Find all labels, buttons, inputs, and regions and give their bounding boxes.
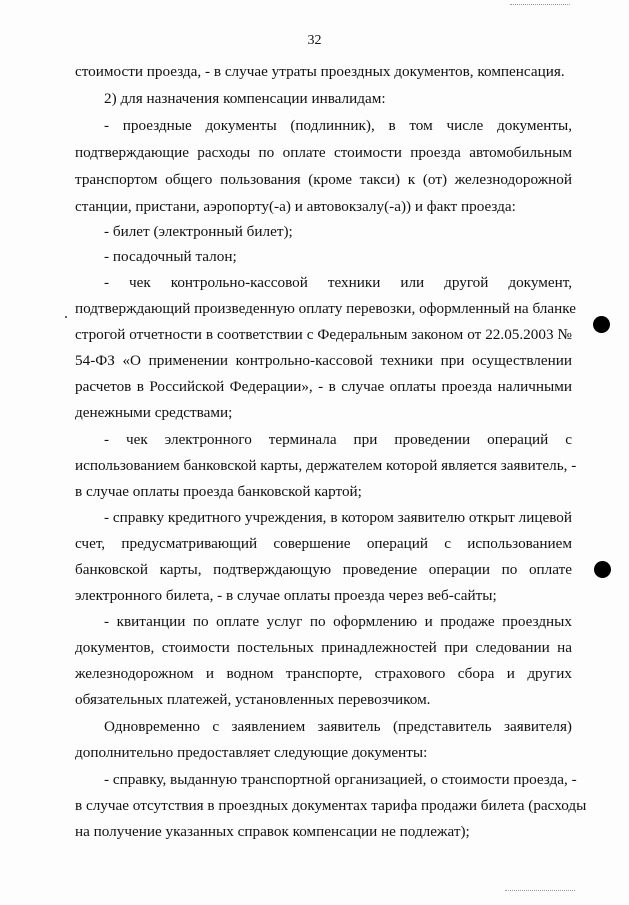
- punch-hole: [593, 316, 610, 333]
- text-line: банковской карты, подтверждающую проведение операции по оплате: [75, 561, 572, 578]
- punch-hole: [594, 561, 611, 578]
- scan-edge-mark: [505, 890, 575, 891]
- text-line: строгой отчетности в соответствии с Федеральным законом от 22.05.2003 №: [75, 326, 572, 343]
- text-line: 2) для назначения компенсации инвалидам:: [104, 90, 386, 107]
- text-line: железнодорожном и водном транспорте, страхового сбора и других: [75, 665, 572, 682]
- text-line: транспортом общего пользования (кроме такси) к (от) железнодорожной: [75, 171, 572, 188]
- text-line: - билет (электронный билет);: [104, 223, 293, 240]
- text-line: в случае отсутствия в проездных документах тарифа продажи билета (расходы: [75, 797, 587, 814]
- text-line: - проездные документы (подлинник), в том числе документы,: [104, 117, 572, 134]
- text-line: счет, предусматривающий совершение операций с использованием: [75, 535, 572, 552]
- text-line: - справку кредитного учреждения, в котором заявителю открыт лицевой: [104, 509, 572, 526]
- text-line: - чек электронного терминала при проведении операций с: [104, 431, 572, 448]
- text-line: документов, стоимости постельных принадлежностей при следовании на: [75, 639, 572, 656]
- text-line: станции, пристани, аэропорту(-а) и автовокзалу(-а)) и факт проезда:: [75, 198, 516, 215]
- text-line: - чек контрольно-кассовой техники или другой документ,: [104, 274, 572, 291]
- text-line: дополнительно предоставляет следующие документы:: [75, 744, 428, 761]
- text-line: подтверждающие расходы по оплате стоимости проезда автомобильным: [75, 144, 572, 161]
- text-line: использованием банковской карты, держателем которой является заявитель, -: [75, 457, 577, 474]
- scan-edge-mark: [510, 4, 570, 5]
- scan-speck: [65, 316, 67, 318]
- text-line: 54-ФЗ «О применении контрольно-кассовой техники при осуществлении: [75, 352, 572, 369]
- page-number: 32: [307, 33, 322, 48]
- text-line: Одновременно с заявлением заявитель (представитель заявителя): [104, 718, 572, 735]
- text-line: - справку, выданную транспортной организацией, о стоимости проезда, -: [104, 771, 577, 788]
- text-line: электронного билета, - в случае оплаты проезда через веб-сайты;: [75, 587, 497, 604]
- text-line: подтверждающий произведенную оплату перевозки, оформленный на бланке: [75, 300, 576, 317]
- text-line: стоимости проезда, - в случае утраты проездных документов, компенсация.: [75, 63, 565, 80]
- text-line: расчетов в Российской Федерации», - в случае оплаты проезда наличными: [75, 378, 572, 395]
- text-line: обязательных платежей, установленных перевозчиком.: [75, 691, 431, 708]
- text-line: - посадочный талон;: [104, 248, 237, 265]
- text-line: - квитанции по оплате услуг по оформлению и продаже проездных: [104, 613, 572, 630]
- text-line: денежными средствами;: [75, 404, 233, 421]
- text-line: в случае оплаты проезда банковской картой;: [75, 483, 362, 500]
- text-line: на получение указанных справок компенсации не подлежат);: [75, 823, 470, 840]
